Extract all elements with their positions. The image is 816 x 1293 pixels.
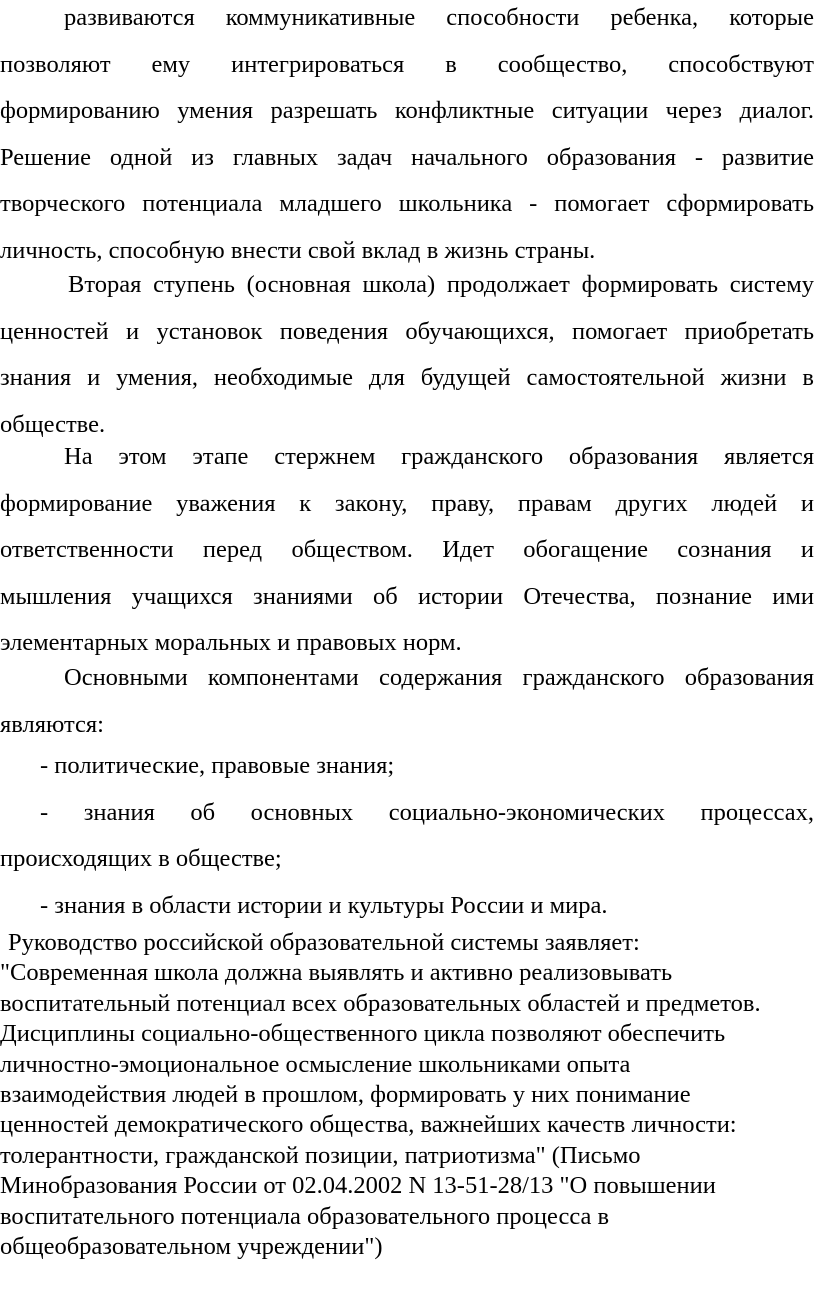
text-line: мышления учащихся знаниями об истории Отечества, познание ими (0, 582, 814, 610)
text-line: знания и умения, необходимые для будущей самостоятельной жизни в (0, 364, 814, 392)
text-line: толерантности, гражданской позиции, патриотизма" (Письмо (0, 1141, 641, 1169)
text-line: развиваются коммуникативные способности ребенка, которые (64, 4, 814, 31)
text-line: являются: (0, 710, 104, 738)
text-line: Руководство российской образовательной системы заявляет: (8, 929, 640, 956)
text-line: "Современная школа должна выявлять и активно реализовывать (0, 959, 673, 987)
text-line: позволяют ему интегрироваться в сообщество, способствуют (0, 50, 814, 78)
text-line: Дисциплины социально-общественного цикла позволяют обеспечить (0, 1020, 726, 1048)
text-line: личность, способную внести свой вклад в жизнь страны. (0, 236, 596, 264)
ministry-quote (0, 928, 816, 1262)
text-line: творческого потенциала младшего школьника - помогает сформировать (0, 190, 814, 218)
paragraph-communication (0, 0, 814, 275)
list-item: - знания об основных социально-экономических процессах, (40, 798, 814, 826)
text-line: ценностей демократического общества, важнейших качеств личности: (0, 1111, 737, 1139)
text-line: На этом этапе стержнем гражданского образования является (64, 443, 814, 470)
text-line: формированию умения разрешать конфликтные ситуации через диалог. (0, 97, 814, 125)
text-line: ответственности перед обществом. Идет обогащение сознания и (0, 536, 814, 564)
text-line: личностно-эмоциональное осмысление школьниками опыта (0, 1050, 631, 1078)
paragraph-components (0, 655, 814, 748)
text-line: Решение одной из главных задач начального образования - развитие (0, 143, 814, 171)
text-line: элементарных моральных и правовых норм. (0, 629, 462, 657)
paragraph-civic-education (0, 434, 814, 667)
list-item: - знания в области истории и культуры России и мира. (40, 891, 608, 919)
list-item: - политические, правовые знания; (40, 752, 395, 779)
text-line: Вторая ступень (основная школа) продолжает формировать систему (68, 271, 814, 298)
text-line: Основными компонентами содержания гражданского образования (64, 664, 814, 691)
text-line: ценностей и установок поведения обучающихся, помогает приобретать (0, 317, 814, 345)
text-line: взаимодействия людей в прошлом, формировать у них понимание (0, 1080, 691, 1108)
text-line: обществе. (0, 410, 106, 438)
paragraph-second-stage (0, 262, 814, 448)
list-item-continuation: происходящих в обществе; (0, 845, 282, 873)
text-line: общеобразовательном учреждении") (0, 1232, 383, 1260)
text-line: воспитательного потенциала образовательного процесса в (0, 1202, 610, 1230)
components-list (0, 743, 814, 929)
text-line: формирование уважения к закону, праву, правам других людей и (0, 489, 814, 517)
text-line: Минобразования России от 02.04.2002 N 13-51-28/13 "О повышении (0, 1172, 716, 1200)
text-line: воспитательный потенциал всех образовательных областей и предметов. (0, 989, 761, 1017)
